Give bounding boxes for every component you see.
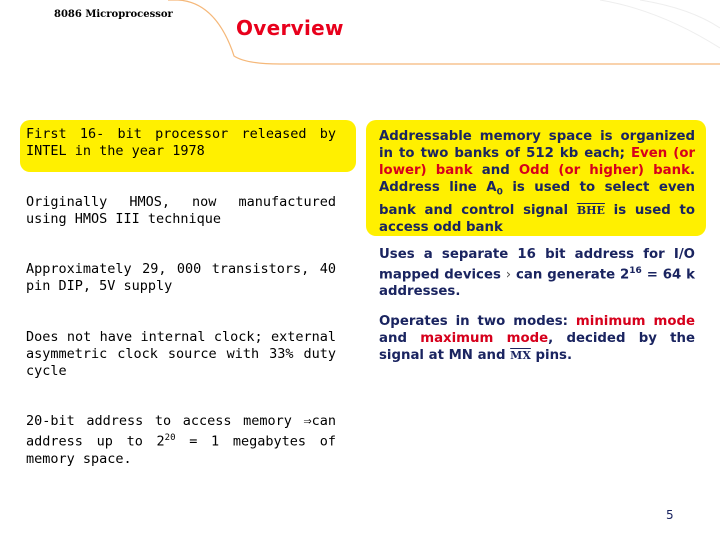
left-point-4 [26, 329, 336, 380]
page-number: 5 [666, 508, 674, 522]
left-point-text: Does not have internal clock; external asymmetric clock source with 33% duty cycle [26, 329, 336, 379]
page-title: Overview [236, 16, 344, 40]
text-segment: is used to access odd bank [379, 202, 695, 235]
even-bank-term: Even (or lower) bank [379, 146, 696, 178]
text-segment: can generate 2 [511, 267, 630, 283]
left-point-2 [26, 194, 336, 228]
text-segment: , decided by the signal at MN and [379, 331, 696, 363]
implies-arrow-icon: ⇒ [303, 413, 312, 429]
text-segment: Uses a separate 16 bit address for I/O mapped devices [379, 247, 695, 283]
left-point-text: Originally HMOS, now manufactured using HMOS III technique [26, 194, 336, 227]
text-segment: and [379, 331, 421, 346]
text-segment: . Address line A [379, 163, 695, 195]
left-point-5 [26, 413, 336, 468]
exponent: 20 [164, 433, 176, 443]
text-segment: and [472, 163, 519, 178]
course-label: 8086 Microprocessor [54, 9, 173, 20]
odd-bank-term: Odd (or higher) bank [518, 163, 690, 178]
right-point-modes [379, 313, 695, 364]
text-segment: pins. [530, 348, 573, 363]
left-point-text: Approximately 29, 000 transistors, 40 pin DIP, 5V supply [26, 261, 336, 294]
left-point-text [26, 413, 336, 468]
mx-signal: $\overline{MX}$ [510, 349, 531, 362]
text-segment: is used to select even bank and control signal [379, 180, 695, 218]
subscript: 0 [496, 187, 503, 198]
text-segment: = 1 megabytes of memory space. [26, 433, 337, 467]
maximum-mode-term: maximum mode [420, 331, 549, 346]
text-segment: = 64 k addresses. [379, 267, 695, 300]
text-segment: 20-bit address to access memory [26, 413, 304, 429]
arrow-icon: › [505, 267, 512, 283]
exponent: 16 [629, 266, 642, 276]
minimum-mode-term: minimum mode [575, 314, 695, 329]
text-segment: Operates in two modes: [379, 314, 576, 329]
left-point-text: First 16- bit processor released by INTEL in the year 1978 [26, 126, 336, 159]
bhe-signal: $\overline{BHE}$ [576, 203, 605, 217]
left-point-1 [26, 126, 336, 160]
left-point-3 [26, 261, 336, 295]
text-segment: Addressable memory space is organized in to two banks of 512 kb each; [379, 129, 695, 161]
right-point-io-addressing [379, 246, 695, 300]
right-point-memory-banks [379, 128, 695, 236]
text-segment: can address up to 2 [26, 413, 336, 450]
